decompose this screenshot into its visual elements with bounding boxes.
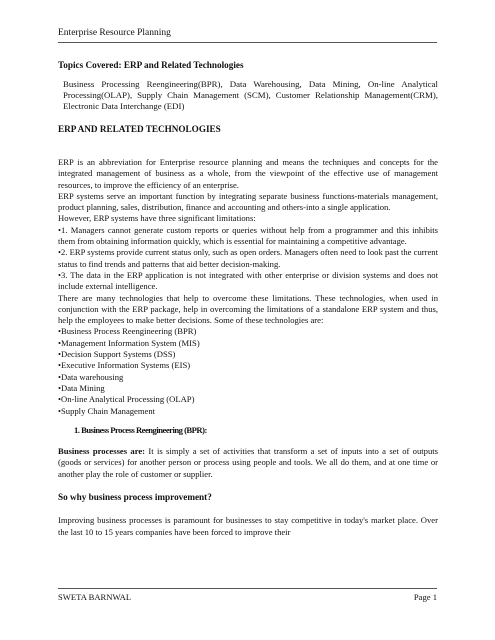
limitation-item: •2. ERP systems provide current status only, such as open orders. Managers often need to look past the current status to find trends and patterns that aid better decision-making. [58, 247, 438, 269]
limitation-item: •1. Managers cannot generate custom reports or queries without help from a programmer and this inhibits them from obtaining information quickly, which is essential for maintaining a competitive advantage. [58, 224, 438, 247]
paragraph: Improving business processes is paramount for businesses to stay competitive in today's market place. Over the last 10 to 15 years companies have been forced to improve their [58, 515, 438, 537]
running-header: Enterprise Resource Planning [58, 28, 171, 38]
paragraph: ERP is an abbreviation for Enterprise resource planning and means the techniques and concepts for the integrated management of business as a whole, from the viewpoint of the effective use of management resources, to improve the efficiency of an enterprise. [58, 156, 438, 190]
list-item: •Executive Information Systems (EIS) [58, 360, 191, 371]
header-divider [58, 42, 437, 43]
topics-title: Topics Covered: ERP and Related Technologies [58, 60, 244, 70]
paragraph: ERP systems serve an important function by integrating separate business functions-materials management, product planning, sales, distribution, finance and accounting and others-into a single application. [58, 190, 438, 213]
list-item: •Decision Support Systems (DSS) [58, 349, 176, 360]
list-item: •Data warehousing [58, 371, 124, 382]
bpr-definition-label: Business processes are: [58, 446, 146, 457]
footer-divider [58, 588, 437, 589]
list-item: •On-line Analytical Processing (OLAP) [58, 394, 195, 405]
limitation-item: •3. The data in the ERP application is not integrated with other enterprise or division systems and does not include external intelligence. [58, 269, 438, 292]
list-item: •Business Process Reengineering (BPR) [58, 326, 197, 337]
section-title: ERP AND RELATED TECHNOLOGIES [58, 123, 221, 134]
subheading: So why business process improvement? [58, 492, 212, 502]
technology-list [58, 326, 438, 416]
bpr-definition [58, 446, 438, 480]
topics-list: Business Processing Reengineering(BPR), Data Warehousing, Data Mining, On-line Analytical Processing(OLAP), Supply Chain Management (SCM), Customer Relationship Management(CRM), Electronic Data Interchange (EDI) [63, 79, 438, 111]
list-item: •Supply Chain Management [58, 405, 156, 416]
list-item: •Management Information System (MIS) [58, 337, 200, 348]
list-item: •Data Mining [58, 382, 105, 393]
bpr-heading: 1. Business Process Reengineering (BPR): [74, 424, 207, 435]
page-content [58, 60, 438, 538]
page-number: Page 1 [413, 592, 437, 602]
paragraph: There are many technologies that help to overcome these limitations. These technologies, when used in conjunction with the ERP package, help in overcoming the limitations of a standalone ERP system and thus, help the employees to make better decisions. Some of these technologies are: [58, 292, 438, 326]
footer-author: SWETA BARNWAL [58, 592, 132, 602]
bpr-definition-text: It is simply a set of activities that transform a set of inputs into a set of outputs (goods or services) for another person or process using people and tools. We all do them, and at one time or another play the role of customer or supplier. [58, 446, 438, 479]
paragraph: However, ERP systems have three significant limitations: [58, 213, 256, 224]
